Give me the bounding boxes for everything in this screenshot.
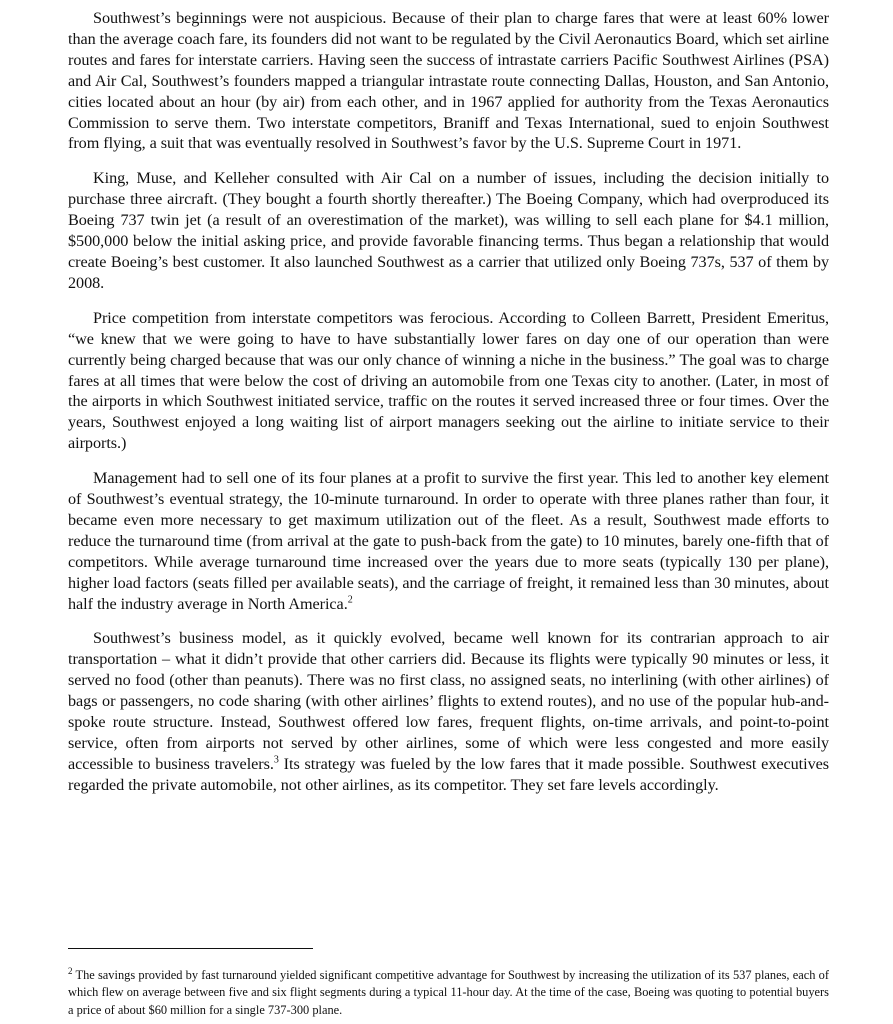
paragraph-text: Southwest’s business model, as it quickly evolved, became well known for its contrarian approach to air transportation – what it didn’t provide that other carriers did. Because its flights were typically 90 minutes or less, it served no food (other than peanuts). There was no first class, no assigned seats, no interlining (with other airlines) of bags or passengers, no code sharing (with other airlines’ flights to extend routes), and no use of the popular hub-and-spoke route structure. Instead, Southwest offered low fares, frequent flights, on-time arrivals, and point-to-point service, often from airports not served by other airlines, some of which were less congested and more easily accessible to business travelers.: [68, 629, 829, 773]
document-body: [68, 8, 829, 810]
paragraph-beginnings: [68, 8, 829, 154]
paragraph-text: King, Muse, and Kelleher consulted with Air Cal on a number of issues, including the decision initially to purchase three aircraft. (They bought a fourth shortly thereafter.) The Boeing Company, which had overproduced its Boeing 737 twin jet (a result of an overestimation of the market), was willing to sell each plane for $4.1 million, $500,000 below the initial asking price, and provide favorable financing terms. Thus began a relationship that would create Boeing’s best customer. It also launched Southwest as a carrier that utilized only Boeing 737s, 537 of them by 2008.: [68, 169, 829, 292]
paragraph-price-competition: [68, 308, 829, 454]
footnote: [68, 967, 829, 1019]
paragraph-turnaround: [68, 468, 829, 614]
paragraph-text: Its strategy was fueled by the low fares that it made possible. Southwest executives regarded the private automobile, not other airlines, as its competitor. They set fare levels accordingly.: [68, 754, 830, 794]
footnote-text: The savings provided by fast turnaround yielded significant competitive advantage for Southwest by increasing the utilization of its 537 planes, each of which flew on average between five and six flight segments during a typical 11-hour day. At the time of the case, Boeing was quoting to potential buyers a price of about $60 million for a single 737-300 plane.: [68, 968, 829, 1017]
footnote-number: 2: [68, 965, 73, 976]
paragraph-text: Price competition from interstate competitors was ferocious. According to Colleen Barrett, President Emeritus, “we knew that we were going to have to have substantially lower fares on day one of our operation than were currently being charged because that was our only chance of winning a niche in the business.” The goal was to charge fares at all times that were below the cost of driving an automobile from one Texas city to another. (Later, in most of the airports in which Southwest initiated service, traffic on the routes it served increased three or four times. Over the years, Southwest enjoyed a long waiting list of airport managers seeking out the airline to initiate service to their airports.): [68, 308, 829, 453]
footnote-reference[interactable]: 2: [347, 594, 353, 606]
paragraph-text: Southwest’s beginnings were not auspicious. Because of their plan to charge fares that were at least 60% lower than the average coach fare, its founders did not want to be regulated by the Civil Aeronautics Board, which set airline routes and fares for interstate carriers. Having seen the success of intrastate carriers Pacific Southwest Airlines (PSA) and Air Cal, Southwest’s founders mapped a triangular intrastate route connecting Dallas, Houston, and San Antonio, cities located about an hour (by air) from each other, and in 1967 applied for authority from the Texas Aeronautics Commission to serve them. Two interstate competitors, Braniff and Texas International, sued to enjoin Southwest from flying, a suit that was eventually resolved in Southwest’s favor by the U.S. Supreme Court in 1971.: [68, 9, 829, 153]
paragraph-business-model: [68, 628, 829, 795]
footnote-reference[interactable]: 3: [273, 754, 279, 766]
footnote-separator: [68, 948, 313, 949]
paragraph-text: Management had to sell one of its four planes at a profit to survive the first year. This led to another key element of Southwest’s eventual strategy, the 10-minute turnaround. In order to operate with three planes rather than four, it became even more necessary to get maximum utilization out of the fleet. As a result, Southwest made efforts to reduce the turnaround time (from arrival at the gate to push-back from the gate) to 10 minutes, barely one-fifth that of competitors. While average turnaround time increased over the years due to more seats (typically 130 per plane), higher load factors (seats filled per available seats), and the carriage of freight, it remained less than 30 minutes, about half the industry average in North America.: [68, 469, 829, 613]
paragraph-boeing-purchase: [68, 168, 829, 293]
